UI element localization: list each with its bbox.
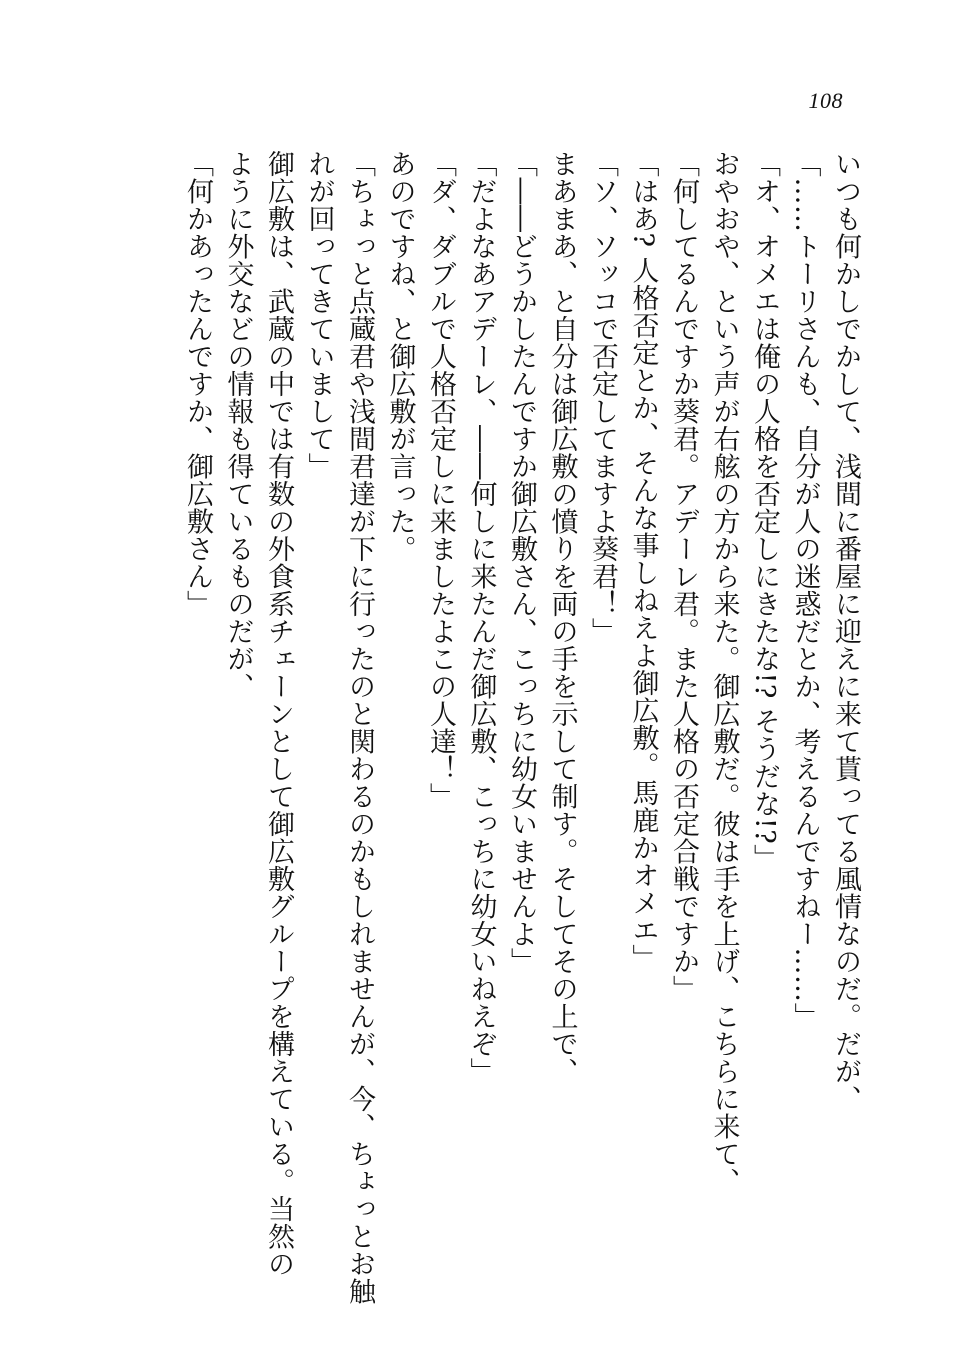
text-line: 「はあ? 人格否定とか、そんな事しねえよ御広敷。馬鹿かオメエ」: [627, 150, 659, 972]
text-line: いつも何かしでかして、浅間に番屋に迎えに来て貰ってる風情なのだ。だが、: [830, 150, 861, 1113]
page-number: 108: [808, 88, 843, 113]
text-line: 「オ、オメエは俺の人格を否定しにきたな!? そうだな!?」: [749, 150, 780, 872]
text-line: 「……トーリさんも、自分が人の迷惑だとか、考えるんですねー……」: [789, 150, 821, 1030]
text-line: おやおや、という声が右舷の方から来た。御広敷だ。彼は手を上げ、こちらに来て、: [708, 150, 740, 1195]
text-line: 「何してるんですか葵君。アデーレ君。また人格の否定合戦ですか」: [668, 150, 699, 1003]
text-line: 「ちょっと点蔵君や浅間君達が下に行ったのと関わるのかもしれませんが、今、ちょっとお触: [344, 150, 375, 1305]
text-line: 「だよなあアデーレ、――何しに来たんだ御広敷、こっちに幼女いねえぞ」: [465, 150, 497, 1085]
text-line: 「――どうかしたんですか御広敷さん、こっちに幼女いませんよ」: [506, 150, 537, 975]
text-line: れが回ってきていまして」: [303, 150, 335, 480]
text-line: 「ダ、ダブルで人格否定しに来ましたよこの人達！」: [425, 150, 456, 810]
text-line: あのですね、と御広敷が言った。: [384, 150, 416, 563]
text-line: 「ソ、ソッコで否定してますよ葵君！」: [587, 150, 618, 645]
body-text: [177, 150, 866, 1320]
text-line: 「何かあったんですか、御広敷さん」: [182, 150, 213, 618]
text-line: 御広敷は、武蔵の中では有数の外食系チェーンとして御広敷グループを構えている。当然の: [263, 150, 294, 1278]
text-line: まあまあ、と自分は御広敷の憤りを両の手を示して制す。そしてその上で、: [546, 150, 578, 1085]
text-line: ように外交などの情報も得ているものだが、: [222, 150, 254, 700]
